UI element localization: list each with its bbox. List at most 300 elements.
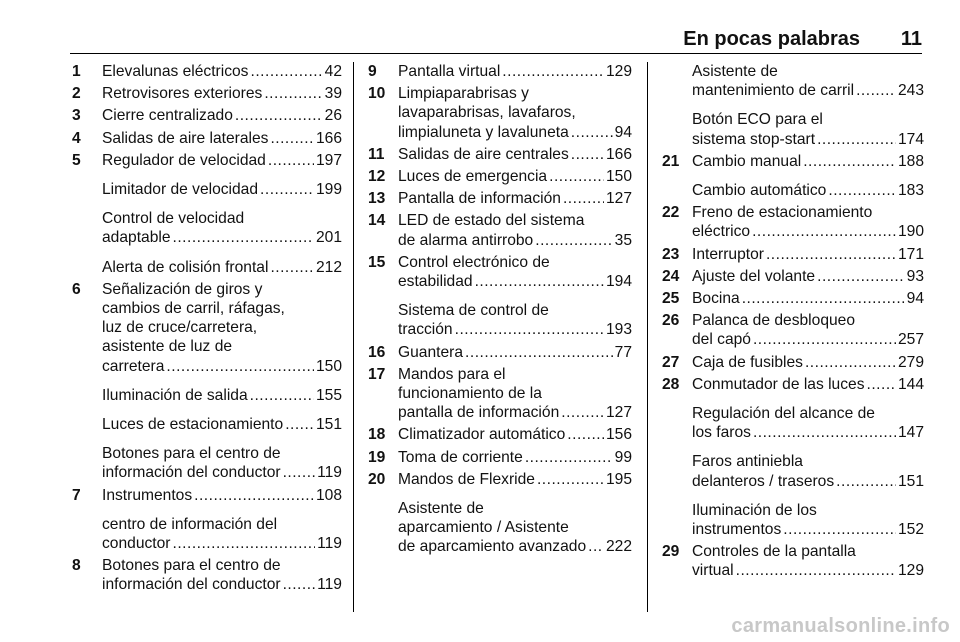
entry-line	[398, 365, 632, 384]
entry-text: Controles de la pantalla	[692, 543, 856, 561]
entry-line	[102, 151, 342, 170]
index-entry	[368, 211, 632, 249]
entry-line	[102, 62, 342, 81]
index-entry	[368, 189, 632, 208]
dot-leader	[571, 145, 604, 164]
entry-text: funcionamiento de la	[398, 385, 542, 403]
dot-leader	[502, 62, 604, 81]
dot-leader	[465, 343, 613, 362]
dot-leader	[455, 320, 604, 339]
dot-leader	[828, 181, 896, 200]
entry-line	[102, 318, 342, 337]
entry-line	[692, 452, 924, 471]
dot-leader	[268, 151, 314, 170]
entry-text: Salidas de aire centrales	[398, 145, 569, 163]
index-entry	[662, 62, 924, 100]
entry-number: 25	[662, 290, 680, 308]
entry-page-ref: 194	[605, 273, 632, 291]
entry-number: 15	[368, 253, 386, 271]
entry-page-ref: 188	[897, 152, 924, 170]
entry-page-ref: 129	[605, 63, 632, 80]
index-entry	[662, 110, 924, 148]
index-entry	[662, 245, 924, 264]
entry-page-ref: 155	[315, 386, 342, 404]
dot-leader	[270, 258, 314, 277]
dot-leader	[173, 228, 314, 247]
entry-line	[102, 228, 342, 247]
entry-text: Luces de estacionamiento	[102, 416, 284, 434]
entry-text: aparcamiento / Asistente	[398, 519, 569, 537]
entry-line	[398, 448, 632, 467]
entry-text: Señalización de giros y	[102, 280, 263, 298]
entry-page-ref: 119	[317, 576, 342, 594]
entry-line	[102, 357, 342, 376]
entry-text: virtual	[692, 562, 734, 580]
entry-page-ref: 150	[605, 168, 632, 186]
entry-number: 24	[662, 267, 680, 285]
entry-line	[398, 253, 632, 272]
index-entry	[72, 444, 342, 482]
index-entry	[72, 415, 342, 434]
entry-line	[102, 337, 342, 356]
entry-page-ref: 156	[605, 426, 632, 444]
index-entry	[662, 203, 924, 241]
entry-line	[692, 245, 924, 264]
entry-number: 4	[72, 129, 81, 147]
dot-leader	[817, 130, 896, 149]
entry-line	[398, 231, 632, 250]
entry-number: 6	[72, 280, 81, 298]
entry-text: delanteros / traseros	[692, 472, 835, 490]
entry-line	[398, 425, 632, 444]
entry-line	[102, 463, 342, 482]
entry-text: conductor	[102, 535, 171, 553]
entry-line	[398, 103, 632, 122]
index-entry	[662, 501, 924, 539]
entry-text: Iluminación de los	[692, 501, 817, 519]
entry-text: Ajuste del volante	[692, 267, 816, 285]
entry-number: 22	[662, 204, 680, 222]
entry-text: Elevalunas eléctricos	[102, 63, 249, 80]
entry-page-ref: 190	[897, 223, 924, 241]
entry-line	[398, 84, 632, 103]
section-title: En pocas palabras	[683, 28, 860, 50]
header-rule	[70, 53, 922, 54]
index-column-2	[368, 62, 632, 560]
entry-line	[102, 386, 342, 405]
entry-text: Asistente de	[398, 500, 484, 518]
entry-text: Mandos de Flexride	[398, 470, 535, 488]
entry-text: del capó	[692, 331, 751, 349]
entry-line	[398, 403, 632, 422]
entry-line	[398, 320, 632, 339]
entry-line	[102, 209, 342, 228]
entry-number: 7	[72, 486, 81, 504]
index-entry	[662, 404, 924, 442]
dot-leader	[283, 575, 316, 594]
entry-text: Faros antiniebla	[692, 453, 803, 471]
entry-text: pantalla de información	[398, 404, 560, 422]
entry-line	[692, 520, 924, 539]
index-entry	[368, 301, 632, 339]
entry-page-ref: 197	[315, 151, 342, 169]
index-entry	[72, 84, 342, 103]
index-entry	[662, 311, 924, 349]
entry-page-ref: 127	[605, 190, 632, 208]
index-entry	[662, 267, 924, 286]
entry-page-ref: 199	[315, 181, 342, 199]
index-column-1	[72, 62, 342, 598]
entry-number: 20	[368, 470, 386, 488]
dot-leader	[475, 272, 604, 291]
entry-text: lavaparabrisas, lavafaros,	[398, 104, 576, 122]
entry-text: Palanca de desbloqueo	[692, 312, 856, 330]
index-entry	[368, 343, 632, 362]
entry-text: eléctrico	[692, 223, 751, 241]
entry-text: Guantera	[398, 343, 464, 361]
index-entry	[72, 556, 342, 594]
entry-page-ref: 93	[906, 267, 924, 285]
index-entry	[662, 452, 924, 490]
entry-text: Limpiaparabrisas y	[398, 85, 529, 103]
index-entry	[662, 181, 924, 200]
entry-text: tracción	[398, 321, 453, 339]
entry-text: instrumentos	[692, 521, 782, 539]
entry-text: sistema stop-start	[692, 130, 816, 148]
entry-line	[102, 299, 342, 318]
entry-line	[398, 123, 632, 142]
entry-page-ref: 171	[897, 245, 924, 263]
index-entry	[368, 448, 632, 467]
entry-text: de alarma antirrobo	[398, 231, 534, 249]
entry-text: Regulador de velocidad	[102, 151, 266, 169]
index-entry	[72, 129, 342, 148]
index-entry	[72, 258, 342, 277]
entry-line	[692, 62, 924, 81]
dot-leader	[805, 353, 896, 372]
index-entry	[368, 470, 632, 489]
dot-leader	[235, 106, 323, 125]
entry-line	[102, 534, 342, 553]
entry-text: Freno de estacionamiento	[692, 204, 873, 222]
entry-text: Iluminación de salida	[102, 386, 248, 404]
entry-text: Sistema de control de	[398, 302, 549, 320]
entry-line	[692, 330, 924, 349]
entry-page-ref: 195	[605, 470, 632, 488]
dot-leader	[270, 129, 314, 148]
entry-line	[398, 62, 632, 81]
entry-line	[398, 518, 632, 537]
entry-number: 17	[368, 365, 386, 383]
index-entry	[368, 167, 632, 186]
entry-text: Asistente de	[692, 63, 778, 80]
entry-text: Alerta de colisión frontal	[102, 258, 269, 276]
dot-leader	[260, 180, 314, 199]
dot-leader	[561, 403, 604, 422]
entry-number: 11	[368, 145, 385, 163]
dot-leader	[535, 231, 612, 250]
entry-line	[692, 267, 924, 286]
entry-number: 12	[368, 168, 386, 186]
entry-line	[692, 81, 924, 100]
index-entry	[368, 425, 632, 444]
entry-page-ref: 94	[906, 290, 924, 308]
entry-page-ref: 127	[605, 404, 632, 422]
index-entry	[72, 209, 342, 247]
entry-line	[398, 272, 632, 291]
entry-page-ref: 147	[897, 424, 924, 442]
entry-page-ref: 183	[897, 182, 924, 200]
watermark: carmanualsonline.info	[731, 615, 950, 637]
entry-page-ref: 77	[614, 343, 632, 361]
entry-text: luz de cruce/carretera,	[102, 319, 258, 337]
entry-text: centro de información del	[102, 515, 278, 533]
entry-line	[102, 556, 342, 575]
column-divider	[647, 62, 648, 612]
entry-number: 23	[662, 245, 680, 263]
entry-line	[692, 311, 924, 330]
entry-text: Control de velocidad	[102, 210, 245, 228]
dot-leader	[250, 386, 314, 405]
entry-page-ref: 243	[897, 82, 924, 100]
entry-line	[102, 180, 342, 199]
dot-leader	[250, 62, 322, 81]
dot-leader	[563, 189, 604, 208]
entry-page-ref: 222	[605, 538, 632, 556]
entry-line	[398, 343, 632, 362]
index-entry	[368, 145, 632, 164]
entry-line	[692, 404, 924, 423]
entry-line	[692, 472, 924, 491]
entry-line	[398, 301, 632, 320]
entry-line	[398, 470, 632, 489]
entry-text: Retrovisores exteriores	[102, 85, 263, 103]
index-entry	[368, 62, 632, 81]
entry-page-ref: 26	[324, 107, 342, 125]
entry-text: limpialuneta y lavaluneta	[398, 123, 569, 141]
entry-line	[692, 353, 924, 372]
entry-number: 28	[662, 375, 680, 393]
entry-line	[102, 575, 342, 594]
index-entry	[72, 180, 342, 199]
entry-text: Conmutador de las luces	[692, 375, 865, 393]
entry-line	[692, 289, 924, 308]
entry-text: Salidas de aire laterales	[102, 129, 269, 147]
entry-line	[692, 203, 924, 222]
entry-page-ref: 166	[315, 129, 342, 147]
entry-line	[692, 181, 924, 200]
entry-text: adaptable	[102, 229, 171, 247]
entry-number: 29	[662, 543, 680, 561]
dot-leader	[172, 534, 315, 553]
entry-line	[398, 211, 632, 230]
entry-text: LED de estado del sistema	[398, 212, 585, 230]
entry-text: asistente de luz de	[102, 338, 233, 356]
dot-leader	[836, 472, 896, 491]
dot-leader	[166, 357, 314, 376]
page-number: 11	[900, 28, 922, 50]
entry-text: cambios de carril, ráfagas,	[102, 300, 285, 318]
entry-number: 27	[662, 353, 680, 371]
index-entry	[662, 289, 924, 308]
entry-page-ref: 144	[897, 375, 924, 393]
entry-page-ref: 108	[315, 486, 342, 504]
entry-text: Regulación del alcance de	[692, 405, 875, 423]
entry-line	[102, 106, 342, 125]
dot-leader	[817, 267, 905, 286]
entry-text: Interruptor	[692, 245, 764, 263]
index-entry	[72, 151, 342, 170]
entry-page-ref: 119	[317, 535, 342, 553]
dot-leader	[803, 152, 896, 171]
dot-leader	[537, 470, 604, 489]
entry-line	[102, 486, 342, 505]
entry-page-ref: 166	[605, 145, 632, 163]
index-entry	[368, 253, 632, 291]
dot-leader	[285, 415, 314, 434]
entry-line	[692, 375, 924, 394]
entry-text: Botón ECO para el	[692, 111, 823, 129]
dot-leader	[753, 423, 896, 442]
entry-line	[102, 415, 342, 434]
index-entry	[368, 499, 632, 557]
entry-number: 13	[368, 190, 386, 208]
entry-text: Bocina	[692, 290, 740, 308]
dot-leader	[525, 448, 613, 467]
entry-line	[102, 280, 342, 299]
dot-leader	[752, 222, 896, 241]
dot-leader	[742, 289, 905, 308]
entry-number: 16	[368, 343, 386, 361]
entry-text: carretera	[102, 357, 165, 375]
entry-page-ref: 151	[897, 472, 924, 490]
entry-number: 3	[72, 107, 81, 125]
dot-leader	[766, 245, 896, 264]
entry-number: 26	[662, 312, 680, 330]
entry-page-ref: 257	[897, 331, 924, 349]
dot-leader	[264, 84, 322, 103]
dot-leader	[194, 486, 314, 505]
entry-text: Caja de fusibles	[692, 353, 803, 371]
entry-line	[398, 189, 632, 208]
entry-text: los faros	[692, 424, 751, 442]
entry-number: 10	[368, 85, 386, 103]
entry-text: Control electrónico de	[398, 253, 550, 271]
entry-text: Instrumentos	[102, 486, 193, 504]
entry-text: Limitador de velocidad	[102, 181, 259, 199]
column-divider	[353, 62, 354, 612]
index-entry	[662, 353, 924, 372]
entry-text: Cambio manual	[692, 152, 802, 170]
entry-line	[692, 152, 924, 171]
dot-leader	[856, 81, 896, 100]
entry-number: 18	[368, 426, 386, 444]
entry-line	[692, 130, 924, 149]
entry-text: Toma de corriente	[398, 448, 523, 466]
entry-number: 2	[72, 85, 81, 103]
entry-text: Pantalla de información	[398, 190, 561, 208]
entry-text: Botones para el centro de	[102, 557, 281, 575]
entry-text: Climatizador automático	[398, 426, 566, 444]
dot-leader	[588, 537, 604, 556]
entry-text: Cierre centralizado	[102, 107, 233, 125]
index-entry	[662, 152, 924, 171]
entry-text: mantenimiento de carril	[692, 82, 855, 100]
entry-text: estabilidad	[398, 273, 473, 291]
entry-page-ref: 152	[897, 521, 924, 539]
index-entry	[72, 515, 342, 553]
index-entry	[662, 542, 924, 580]
entry-line	[398, 384, 632, 403]
entry-page-ref: 35	[614, 231, 632, 249]
dot-leader	[867, 375, 896, 394]
entry-page-ref: 94	[614, 123, 632, 141]
page-header	[0, 0, 960, 52]
entry-text: información del conductor	[102, 464, 281, 482]
dot-leader	[736, 561, 896, 580]
entry-page-ref: 212	[315, 258, 342, 276]
entry-line	[398, 537, 632, 556]
dot-leader	[283, 463, 316, 482]
entry-line	[102, 129, 342, 148]
dot-leader	[571, 123, 613, 142]
entry-page-ref: 42	[324, 63, 342, 80]
entry-line	[398, 167, 632, 186]
entry-text: Pantalla virtual	[398, 63, 501, 80]
entry-page-ref: 279	[897, 353, 924, 371]
entry-line	[398, 499, 632, 518]
entry-text: Luces de emergencia	[398, 168, 548, 186]
entry-line	[692, 542, 924, 561]
entry-page-ref: 174	[897, 130, 924, 148]
index-entry	[662, 375, 924, 394]
entry-page-ref: 39	[324, 85, 342, 103]
dot-leader	[567, 425, 604, 444]
entry-line	[692, 501, 924, 520]
entry-line	[692, 423, 924, 442]
index-entry	[368, 84, 632, 142]
dot-leader	[753, 330, 896, 349]
index-entry	[72, 62, 342, 81]
entry-line	[692, 110, 924, 129]
entry-number: 21	[662, 152, 680, 170]
index-entry	[72, 386, 342, 405]
entry-line	[692, 222, 924, 241]
entry-line	[102, 515, 342, 534]
index-entry	[72, 280, 342, 376]
entry-text: Cambio automático	[692, 182, 827, 200]
index-entry	[72, 486, 342, 505]
entry-text: información del conductor	[102, 576, 281, 594]
entry-page-ref: 99	[614, 448, 632, 466]
entry-number: 8	[72, 557, 81, 575]
entry-number: 14	[368, 212, 386, 230]
index-column-3	[662, 62, 924, 584]
dot-leader	[783, 520, 896, 539]
entry-text: de aparcamiento avanzado	[398, 538, 587, 556]
entry-number: 1	[72, 63, 81, 80]
entry-number: 9	[368, 63, 377, 80]
entry-page-ref: 129	[897, 562, 924, 580]
entry-page-ref: 151	[315, 416, 342, 434]
entry-number: 19	[368, 448, 386, 466]
entry-page-ref: 201	[315, 229, 342, 247]
entry-line	[398, 145, 632, 164]
entry-line	[102, 258, 342, 277]
entry-page-ref: 150	[315, 357, 342, 375]
entry-text: Botones para el centro de	[102, 445, 281, 463]
index-entry	[368, 365, 632, 423]
